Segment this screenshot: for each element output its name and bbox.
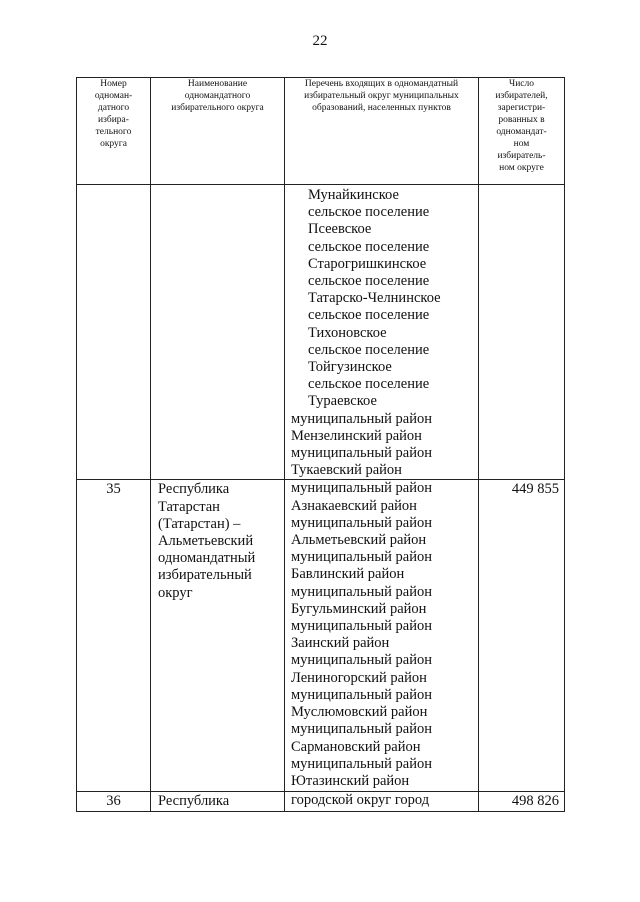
district-name: Республика Татарстан (Татарстан) – Альметьевский одномандатный избирательный округ — [151, 480, 285, 792]
table-row — [77, 480, 565, 792]
table-row-continuation — [77, 185, 565, 480]
district-composition: городской округ город — [285, 792, 479, 812]
table-header-row — [77, 78, 565, 185]
district-number: 35 — [77, 480, 151, 792]
header-number: Номер одноман- датного избира- тельного округа — [77, 78, 151, 185]
table-row — [77, 792, 565, 812]
cell-number — [77, 185, 151, 480]
district-composition: муниципальный район Азнакаевский район муниципальный район Альметьевский район муниципальный район Бавлинский район муниципальный район Бугульминский район муниципальный район Заинский район муниципальный район Лениногорский район муниципальный район Муслюмовский район муниципальный район Сармановский район муниципальный район Ютазинский район — [285, 480, 479, 792]
header-name: Наименование одномандатного избирательного округа — [151, 78, 285, 185]
district-voters: 449 855 — [479, 480, 565, 792]
district-number: 36 — [77, 792, 151, 812]
page-number: 22 — [312, 33, 328, 49]
header-voters: Число избирателей, зарегистри- рованных в одномандат- ном избиратель- ном округе — [479, 78, 565, 185]
district-name: Республика — [151, 792, 285, 812]
district-voters: 498 826 — [479, 792, 565, 812]
cell-voters — [479, 185, 565, 480]
cell-name — [151, 185, 285, 480]
header-list: Перечень входящих в одномандатный избирательный округ муниципальных образований, населенных пунктов — [285, 78, 479, 185]
districts-table — [76, 77, 565, 812]
cell-list: Мунайкинское сельское поселение Псеевское сельское поселение Старогришкинское сельское поселение Татарско-Челнинское сельское поселение Тихоновское сельское поселение Тойгузинское сельское поселение Тураевское муниципальный район Мензелинский район муниципальный район Тукаевский район — [285, 185, 479, 480]
